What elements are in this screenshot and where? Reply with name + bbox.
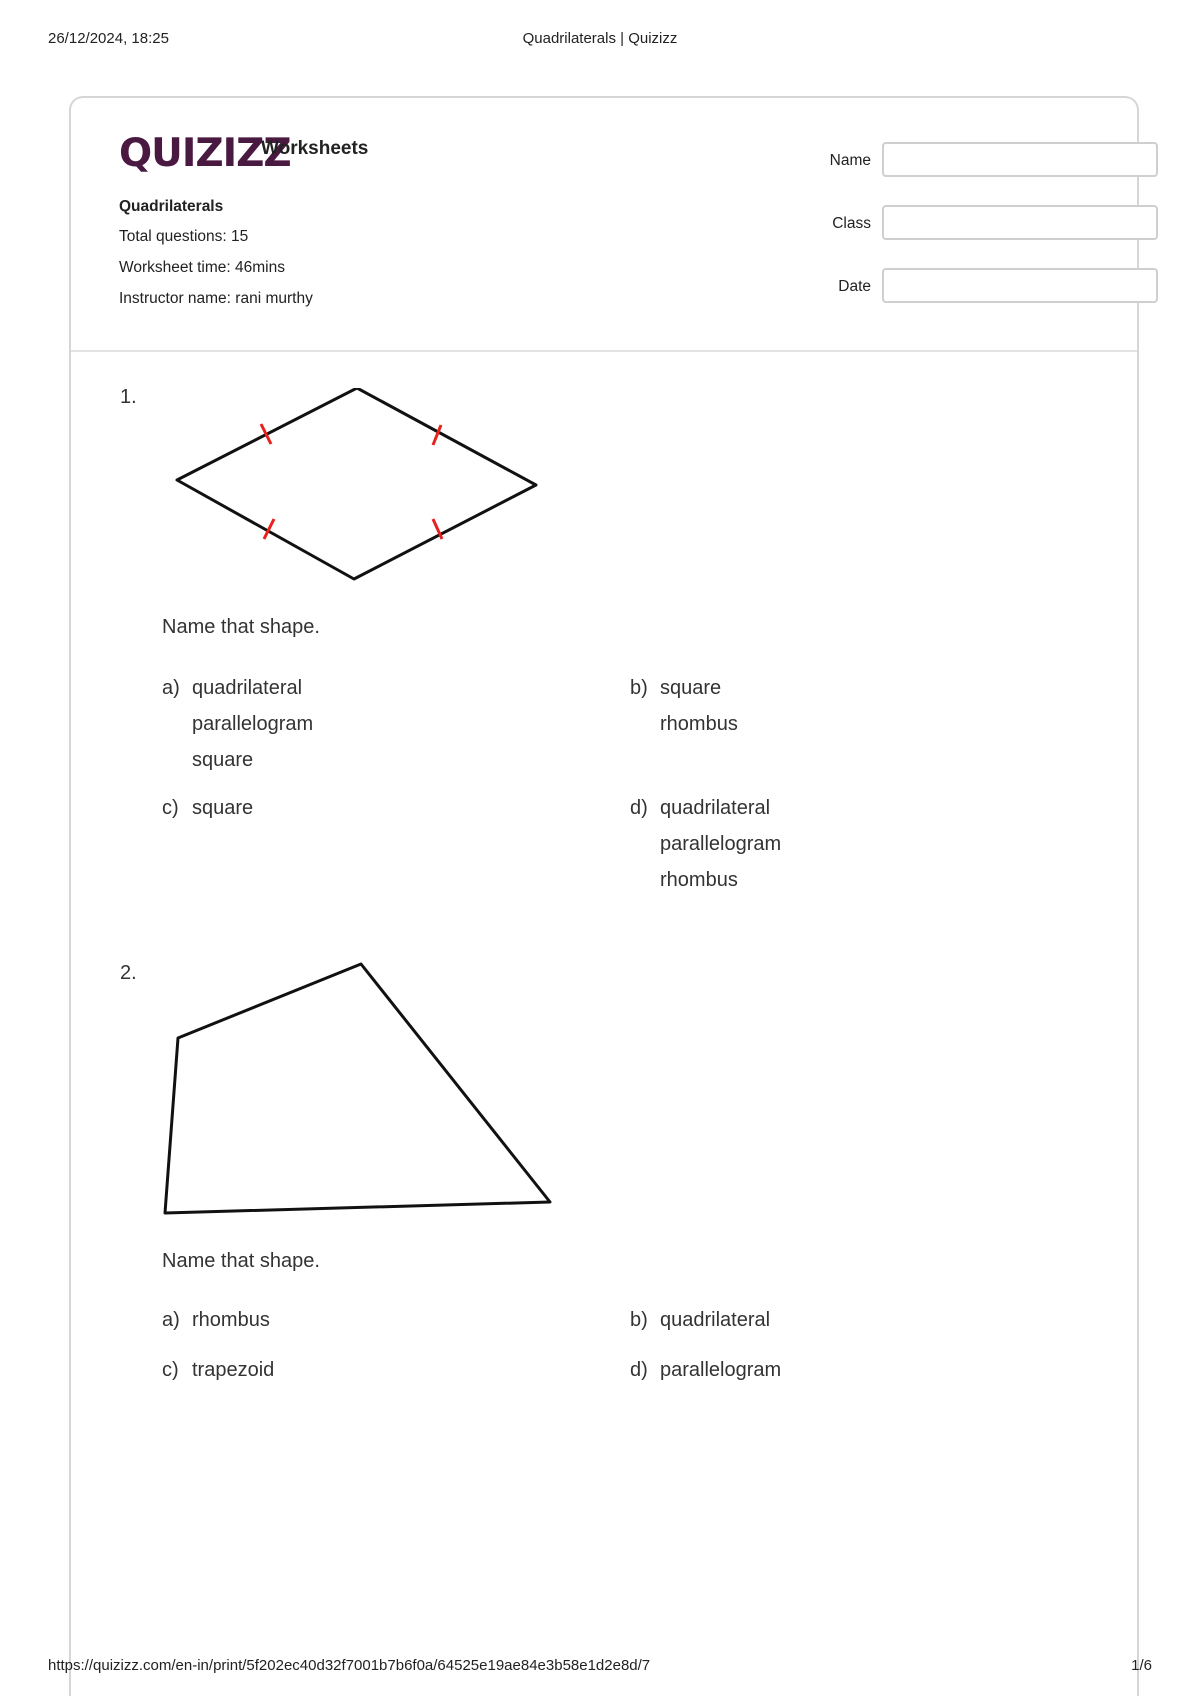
option-letter: a) [162,1309,180,1331]
print-footer [0,1657,1200,1677]
class-label: Class [832,215,871,232]
tick-mark [433,425,441,445]
option-letter: c) [162,797,179,819]
worksheet-meta [119,198,313,321]
logo-wordmark: QUIZIZZ [119,131,291,176]
option-line: square [192,749,254,771]
option-line: square [192,797,254,819]
print-url: https://quizizz.com/en-in/print/5f202ec40d32f7001b7b6f0a/64525e19ae84e3b58e1d2e8d/7 [48,1657,651,1674]
option-line: rhombus [660,869,738,891]
question-number: 2. [120,962,137,984]
date-label: Date [838,278,871,295]
question-text: Name that shape. [162,616,320,638]
rhombus-shape [177,388,536,579]
name-field-group [751,142,1141,180]
option-line: parallelogram [660,833,782,855]
page-number: 1/6 [1131,1657,1152,1674]
option-letter: d) [630,797,648,819]
question-text: Name that shape. [162,1250,320,1272]
instructor-name: Instructor name: rani murthy [119,290,313,307]
worksheet-title: Quadrilaterals [119,198,224,215]
class-field-group [751,205,1141,243]
rhombus-figure [151,388,571,598]
option-letter: b) [630,1309,648,1331]
option-line: parallelogram [660,1359,782,1381]
irregular-quadrilateral-shape [165,964,550,1213]
option-line: trapezoid [192,1359,275,1381]
quadrilateral-figure [151,962,571,1222]
print-doc-title: Quadrilaterals | Quizizz [522,30,678,47]
print-header [0,30,1200,50]
option-line: quadrilateral [192,677,303,699]
option-letter: d) [630,1359,648,1381]
worksheet-card [69,96,1139,1696]
print-datetime: 26/12/2024, 18:25 [48,30,169,47]
option-line: parallelogram [192,713,314,735]
option-line: rhombus [192,1309,270,1331]
total-questions: Total questions: 15 [119,228,249,245]
option-line: quadrilateral [660,1309,771,1331]
logo-product-label: Worksheets [261,138,369,159]
class-input[interactable] [882,205,1158,240]
option-line: rhombus [660,713,738,735]
worksheet-time: Worksheet time: 46mins [119,259,285,276]
worksheet-header [71,98,1137,352]
question-number: 1. [120,386,137,408]
option-line: square [660,677,722,699]
option-letter: a) [162,677,180,699]
date-input[interactable] [882,268,1158,303]
date-field-group [751,268,1141,306]
option-letter: c) [162,1359,179,1381]
name-input[interactable] [882,142,1158,177]
option-line: quadrilateral [660,797,771,819]
name-label: Name [829,152,871,169]
option-letter: b) [630,677,648,699]
